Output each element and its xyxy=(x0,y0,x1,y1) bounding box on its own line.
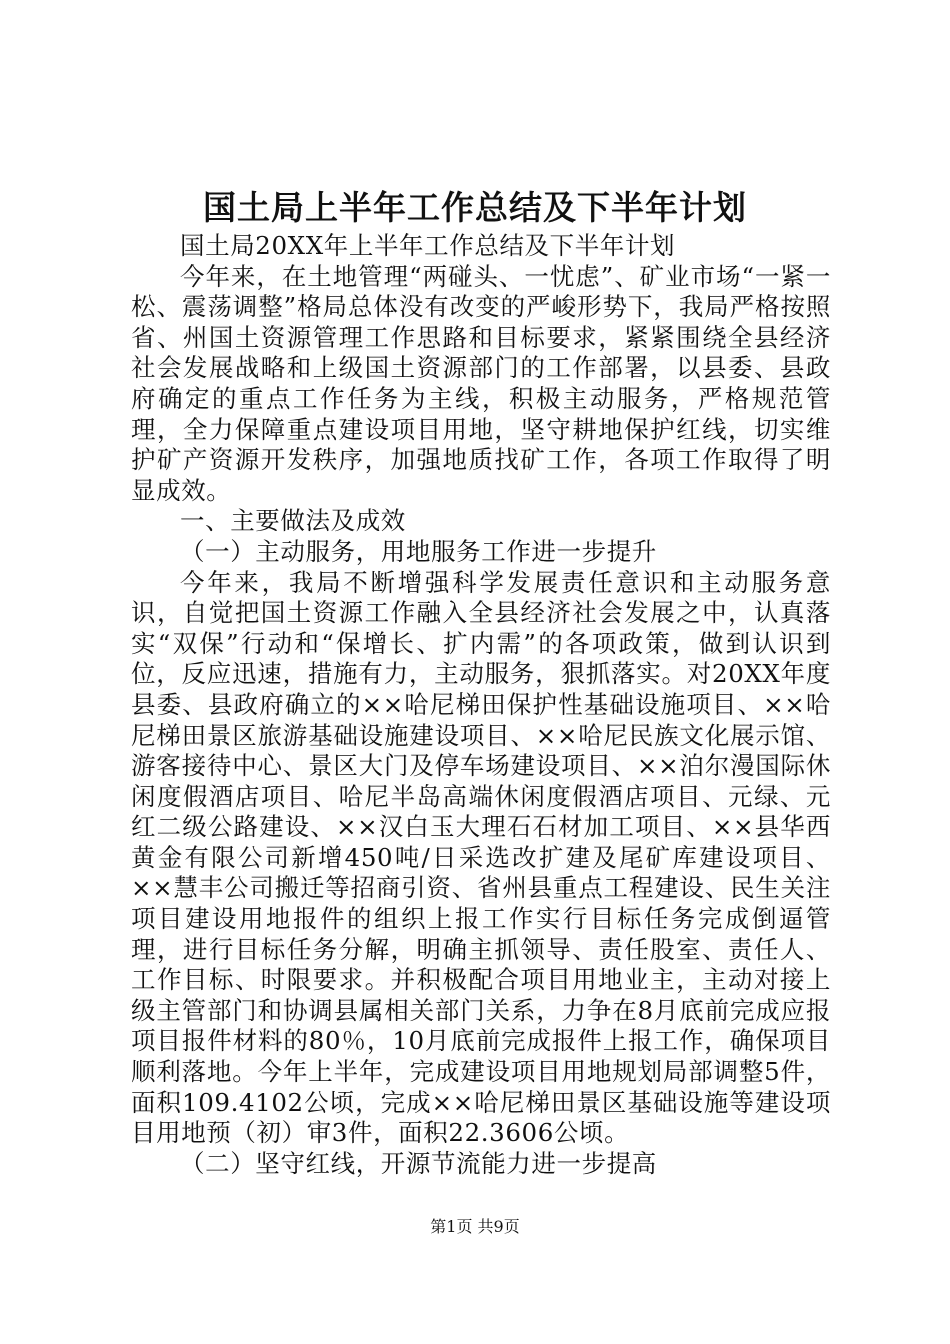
subsection-heading-1: （一）主动服务，用地服务工作进一步提升 xyxy=(180,536,657,566)
section-heading-1: 一、主要做法及成效 xyxy=(180,506,406,536)
subtitle-paragraph: 国土局20XX年上半年工作总结及下半年计划 xyxy=(180,231,676,260)
subsection-heading-2: （二）坚守红线，开源节流能力进一步提高 xyxy=(180,1148,657,1178)
document-body xyxy=(131,231,831,1179)
body-paragraph-1: 今年来，我局不断增强科学发展责任意识和主动服务意识，自觉把国土资源工作融入全县经济社会发展之中，认真落实“双保”行动和“保增长、扩内需”的各项政策，做到认识到位，反应迅速，措施有力，主动服务，狠抓落实。对20XX年度县委、县政府确立的××哈尼梯田保护性基础设施项目、××哈尼梯田景区旅游基础设施建设项目、××哈尼民族文化展示馆、游客接待中心、景区大门及停车场建设项目、××泊尔漫国际休闲度假酒店项目、哈尼半岛高端休闲度假酒店项目、元绿、元红二级公路建设、××汉白玉大理石石材加工项目、××县华西黄金有限公司新增450吨/日采选改扩建及尾矿库建设项目、××慧丰公司搬迁等招商引资、省州县重点工程建设、民生关注项目建设用地报件的组织上报工作实行目标任务完成倒逼管理，进行目标任务分解，明确主抓领导、责任股室、责任人、工作目标、时限要求。并积极配合项目用地业主，主动对接上级主管部门和协调县属相关部门关系，力争在8月底前完成应报项目报件材料的80％，10月底前完成报件上报工作，确保项目顺利落地。今年上半年，完成建设项目用地规划局部调整5件，面积109.4102公顷，完成××哈尼梯田景区基础设施等建设项目用地预（初）审3件，面积22.3606公顷。 xyxy=(131,567,831,1148)
intro-paragraph: 今年来，在土地管理“两碰头、一忧虑”、矿业市场“一紧一松、震荡调整”格局总体没有改变的严峻形势下，我局严格按照省、州国土资源管理工作思路和目标要求，紧紧围绕全县经济社会发展战略和上级国土资源部门的工作部署，以县委、县政府确定的重点工作任务为主线，积极主动服务，严格规范管理，全力保障重点建设项目用地，坚守耕地保护红线，切实维护矿产资源开发秩序，加强地质找矿工作，各项工作取得了明显成效。 xyxy=(131,261,831,505)
document-title: 国土局上半年工作总结及下半年计划 xyxy=(203,188,747,227)
page-number-footer: 第1页 共9页 xyxy=(430,1217,520,1236)
